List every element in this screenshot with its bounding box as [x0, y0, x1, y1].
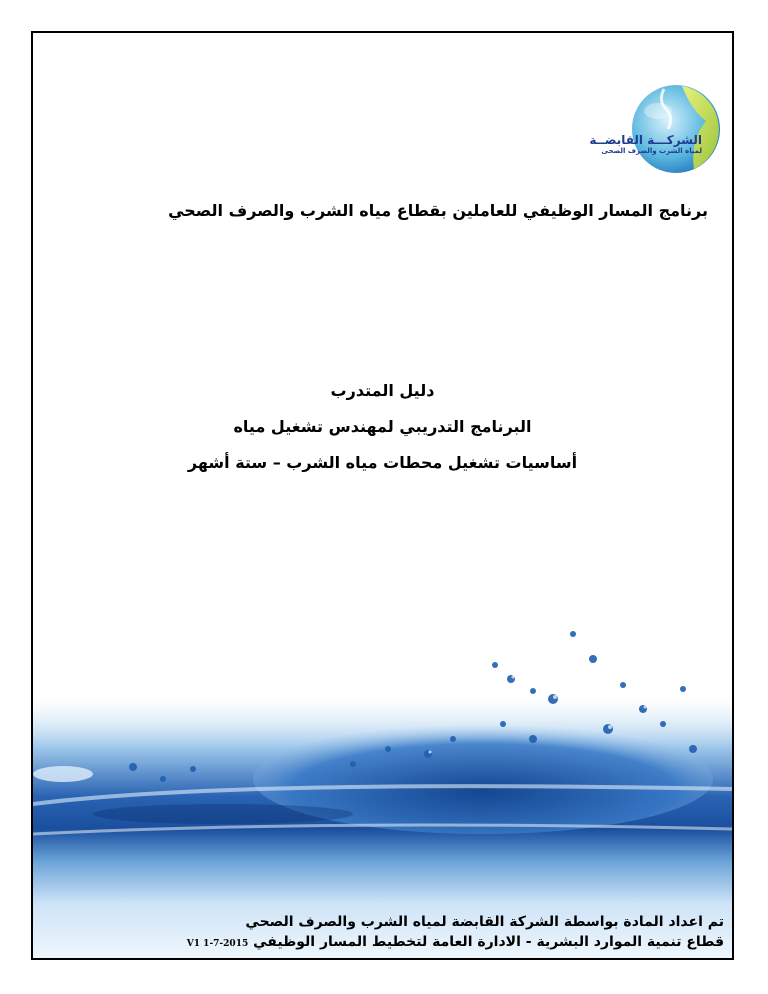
footer-prepared-by: تم اعداد المادة بواسطة الشركة القابضة لمياه الشرب والصرف الصحي — [245, 914, 724, 930]
program-name: البرنامج التدريبي لمهندس تشغيل مياه — [233, 417, 532, 436]
logo-company-name: الشركـــة القابضــة — [589, 133, 702, 147]
footer-department — [41, 932, 724, 954]
program-title: برنامج المسار الوظيفي للعاملين بقطاع مياه الشرب والصرف الصحي — [168, 201, 708, 220]
page-frame — [31, 31, 734, 960]
water-splash-image — [33, 629, 732, 958]
footer-department-text: قطاع تنمية الموارد البشرية - الادارة العامة لتخطيط المسار الوظيفي — [253, 934, 724, 950]
version-label: V1 1-7-2015 — [186, 939, 249, 949]
course-title: أساسيات تشغيل محطات مياه الشرب – ستة أشهر — [187, 453, 578, 472]
logo-company-subtitle: لمياه الشرب والصرف الصحى — [601, 147, 702, 155]
logo-text — [589, 133, 702, 156]
guide-title-block — [33, 373, 732, 481]
footer — [41, 912, 724, 954]
guide-title: دليل المتدرب — [330, 381, 435, 400]
